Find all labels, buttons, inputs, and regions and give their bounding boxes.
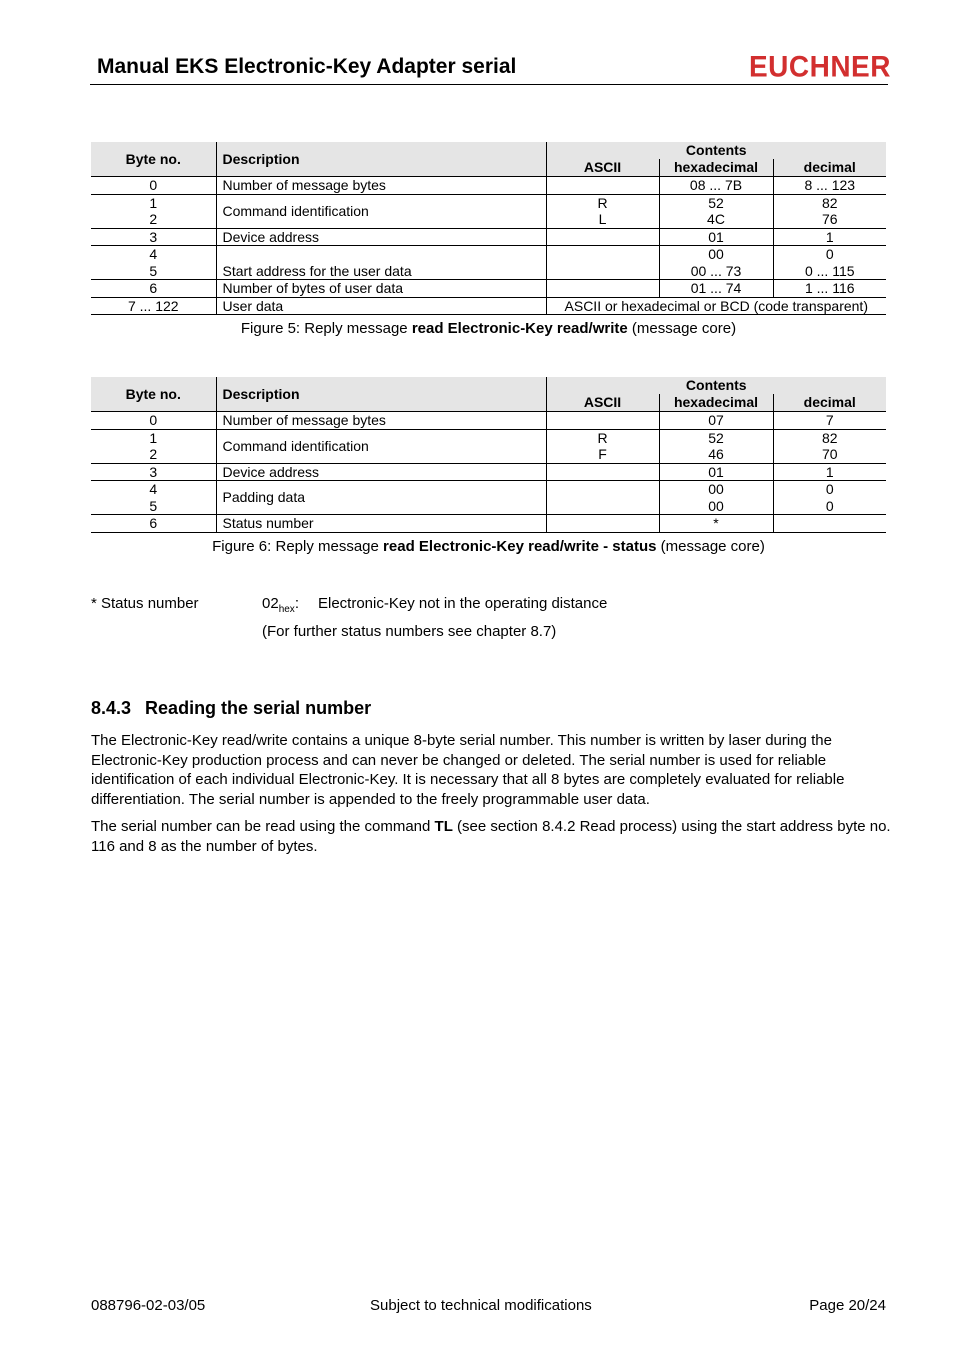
table-row: [91, 412, 886, 430]
table-row: [91, 177, 886, 195]
hexadecimal-cell-line: 52: [708, 429, 724, 446]
figure-6-caption: [91, 538, 886, 555]
byte-no-cell-line: 1: [149, 429, 158, 446]
description-cell: Padding data: [216, 481, 546, 515]
footer-doc-number: 088796-02-03/05: [91, 1297, 206, 1314]
ascii-cell-line: [547, 412, 659, 429]
decimal-cell: [773, 463, 886, 481]
table-row: [91, 481, 886, 515]
ascii-cell-line: [547, 464, 659, 481]
status-description: Electronic-Key not in the operating distance: [318, 595, 608, 612]
byte-no-cell: [91, 228, 216, 246]
caption-emphasis: read Electronic-Key read/write: [411, 320, 628, 337]
byte-no-cell-line: 3: [149, 228, 158, 245]
byte-no-cell: [91, 481, 216, 515]
hexadecimal-cell-line: 00 ... 73: [690, 262, 742, 279]
table-row: [91, 280, 886, 298]
hexadecimal-cell: [659, 515, 773, 533]
section-number: 8.4.3: [91, 698, 132, 718]
status-further-info: (For further status numbers see chapter 8.7): [262, 623, 557, 640]
byte-no-cell: [91, 297, 216, 315]
description-cell: Start address for the user data: [216, 246, 546, 280]
hexadecimal-cell-line: 00: [708, 246, 724, 262]
decimal-cell: [773, 280, 886, 298]
decimal-header: decimal: [773, 159, 886, 177]
hexadecimal-cell-line: 00: [708, 481, 724, 497]
reply-message-table-status: [91, 377, 886, 533]
byte-no-cell-line: 1: [149, 194, 158, 211]
hexadecimal-cell-line: 4C: [707, 211, 725, 227]
ascii-cell-line: [547, 254, 659, 271]
ascii-cell: [546, 515, 659, 533]
ascii-cell-line: [547, 229, 659, 246]
hexadecimal-cell: [659, 429, 773, 463]
ascii-cell: [546, 280, 659, 298]
paragraph-serial-number: The Electronic-Key read/write contains a unique 8-byte serial number. This number is written by laser during the Electronic-Key production process and can never be changed or deleted. The serial number is used for reliable identification of each individual Electronic-Key. It is necessary that all 8 bytes are completely evaluated for reliable differentiation. The serial number is appended to the freely programmable user data.: [91, 732, 845, 808]
ascii-cell-line: [547, 489, 659, 506]
status-code-value: 02: [262, 595, 279, 612]
ascii-cell-line: [547, 515, 659, 532]
caption-text: (message core): [656, 538, 765, 555]
hexadecimal-header: hexadecimal: [659, 394, 773, 412]
decimal-cell: [773, 246, 886, 280]
hexadecimal-cell-line: 52: [708, 194, 724, 211]
decimal-cell-line: 7: [825, 412, 834, 428]
hexadecimal-cell: [659, 481, 773, 515]
table-body: [91, 412, 886, 533]
decimal-header: decimal: [773, 394, 886, 412]
description-cell: Status number: [216, 515, 546, 533]
description-cell: Device address: [216, 463, 546, 481]
hexadecimal-cell: [659, 246, 773, 280]
page-title: Manual EKS Electronic-Key Adapter serial: [97, 55, 517, 78]
byte-no-cell-line: 5: [149, 497, 158, 514]
caption-text: Figure 5: Reply message: [240, 320, 412, 337]
status-code-subscript: hex: [278, 604, 295, 615]
hexadecimal-cell-line: 07: [708, 412, 724, 428]
table-body: [91, 177, 886, 315]
byte-no-header: Byte no.: [91, 142, 216, 177]
hexadecimal-cell: [659, 412, 773, 430]
byte-no-cell-line: 5: [149, 262, 158, 279]
byte-no-cell: [91, 246, 216, 280]
byte-no-cell: [91, 515, 216, 533]
decimal-cell-line: 82: [821, 194, 838, 211]
byte-no-cell: [91, 412, 216, 430]
table-row: [91, 429, 886, 463]
ascii-cell: [546, 412, 659, 430]
byte-no-cell-line: 2: [149, 211, 158, 227]
status-code: [262, 595, 299, 615]
byte-no-cell-line: 2: [149, 446, 158, 462]
caption-emphasis: read Electronic-Key read/write - status: [383, 538, 657, 555]
decimal-cell-line: 0: [825, 497, 834, 514]
hexadecimal-header: hexadecimal: [659, 159, 773, 177]
description-cell: Number of message bytes: [216, 177, 546, 195]
hexadecimal-cell: [659, 194, 773, 228]
hexadecimal-cell: [659, 280, 773, 298]
byte-no-cell-line: 6: [149, 515, 158, 531]
hexadecimal-cell-line: 01: [708, 463, 724, 480]
hexadecimal-cell-line: 01: [708, 228, 724, 245]
ascii-cell: [546, 194, 659, 228]
description-cell: Command identification: [216, 194, 546, 228]
decimal-cell: [773, 515, 886, 533]
byte-no-cell: [91, 429, 216, 463]
description-cell: Number of bytes of user data: [216, 280, 546, 298]
caption-text: (message core): [627, 320, 737, 337]
decimal-cell-line: 0: [825, 481, 834, 497]
ascii-cell-line: R: [597, 194, 608, 211]
table-row: [91, 246, 886, 280]
byte-no-cell-line: 0: [149, 177, 158, 193]
status-note-label: * Status number: [91, 595, 199, 612]
ascii-cell: [546, 481, 659, 515]
byte-no-cell: [91, 177, 216, 195]
caption-text: Figure 6: Reply message: [212, 538, 384, 555]
decimal-cell-line: 1: [825, 228, 834, 245]
decimal-cell-line: 0 ... 115: [804, 262, 855, 279]
byte-no-cell-line: 7 ... 122: [127, 297, 179, 314]
byte-no-cell-line: 3: [149, 463, 158, 480]
table-row: [91, 194, 886, 228]
table-row: [91, 463, 886, 481]
decimal-cell: [773, 194, 886, 228]
decimal-cell: [773, 228, 886, 246]
description-cell: Command identification: [216, 429, 546, 463]
ascii-header: ASCII: [546, 394, 659, 412]
footer-page-number: Page 20/24: [809, 1297, 886, 1314]
byte-no-cell: [91, 194, 216, 228]
description-cell: Number of message bytes: [216, 412, 546, 430]
euchner-logo: EUCHNER: [749, 50, 891, 83]
section-title: Reading the serial number: [145, 698, 372, 718]
ascii-header: ASCII: [546, 159, 659, 177]
hexadecimal-cell: [659, 463, 773, 481]
decimal-cell-line: 1 ... 116: [804, 280, 855, 296]
hexadecimal-cell-line: 00: [708, 497, 724, 514]
paragraph-read-command: [91, 817, 891, 856]
paragraph-text: (see section 8.4.2 Read process) using the start address byte no. 116 and 8 as the number of bytes.: [91, 818, 891, 855]
table-row: [91, 297, 886, 315]
decimal-cell: [773, 412, 886, 430]
decimal-cell-line: [774, 515, 887, 532]
contents-header: Contents: [546, 142, 886, 159]
description-header: Description: [216, 377, 546, 412]
ascii-cell: [546, 228, 659, 246]
command-tl: TL: [434, 818, 453, 835]
ascii-cell-line: F: [598, 446, 607, 462]
byte-no-cell: [91, 463, 216, 481]
byte-no-header: Byte no.: [91, 377, 216, 412]
section-heading: [91, 698, 371, 719]
byte-no-cell: [91, 280, 216, 298]
byte-no-cell-line: 0: [149, 412, 158, 428]
byte-no-cell-line: 6: [149, 280, 158, 296]
ascii-cell: [546, 429, 659, 463]
decimal-cell-line: 76: [821, 211, 838, 227]
hexadecimal-cell-line: 08 ... 7B: [689, 177, 743, 193]
description-cell: User data: [216, 297, 546, 315]
hexadecimal-cell-line: 46: [708, 446, 724, 462]
decimal-cell-line: 1: [825, 463, 834, 480]
decimal-cell: [773, 177, 886, 195]
header-divider: [90, 84, 888, 85]
ascii-cell: [546, 177, 659, 195]
footer-notice: Subject to technical modifications: [370, 1297, 592, 1314]
ascii-cell-line: R: [597, 429, 608, 446]
table-row: [91, 228, 886, 246]
figure-5-caption: [91, 320, 886, 337]
contents-header: Contents: [546, 377, 886, 394]
hexadecimal-cell: [659, 228, 773, 246]
table-row: [91, 515, 886, 533]
ascii-cell: [546, 463, 659, 481]
status-code-colon: :: [294, 595, 299, 612]
hexadecimal-cell: [659, 177, 773, 195]
ascii-cell-line: [547, 280, 659, 297]
byte-no-cell-line: 4: [149, 481, 158, 497]
reply-message-table-read: [91, 142, 886, 315]
decimal-cell-line: 82: [821, 429, 838, 446]
decimal-cell-line: 70: [821, 446, 838, 462]
decimal-cell: [773, 429, 886, 463]
description-cell: Device address: [216, 228, 546, 246]
hexadecimal-cell-line: 01 ... 74: [690, 280, 742, 296]
ascii-cell-line: [547, 177, 659, 194]
paragraph-text: The serial number can be read using the command: [91, 818, 435, 835]
merged-contents-cell: ASCII or hexadecimal or BCD (code transparent): [546, 297, 886, 315]
hexadecimal-cell-line: *: [713, 515, 719, 531]
description-header: Description: [216, 142, 546, 177]
decimal-cell-line: 8 ... 123: [804, 177, 856, 193]
decimal-cell-line: 0: [825, 246, 834, 262]
ascii-cell-line: L: [598, 211, 607, 227]
decimal-cell: [773, 481, 886, 515]
ascii-cell: [546, 246, 659, 280]
byte-no-cell-line: 4: [149, 246, 158, 262]
